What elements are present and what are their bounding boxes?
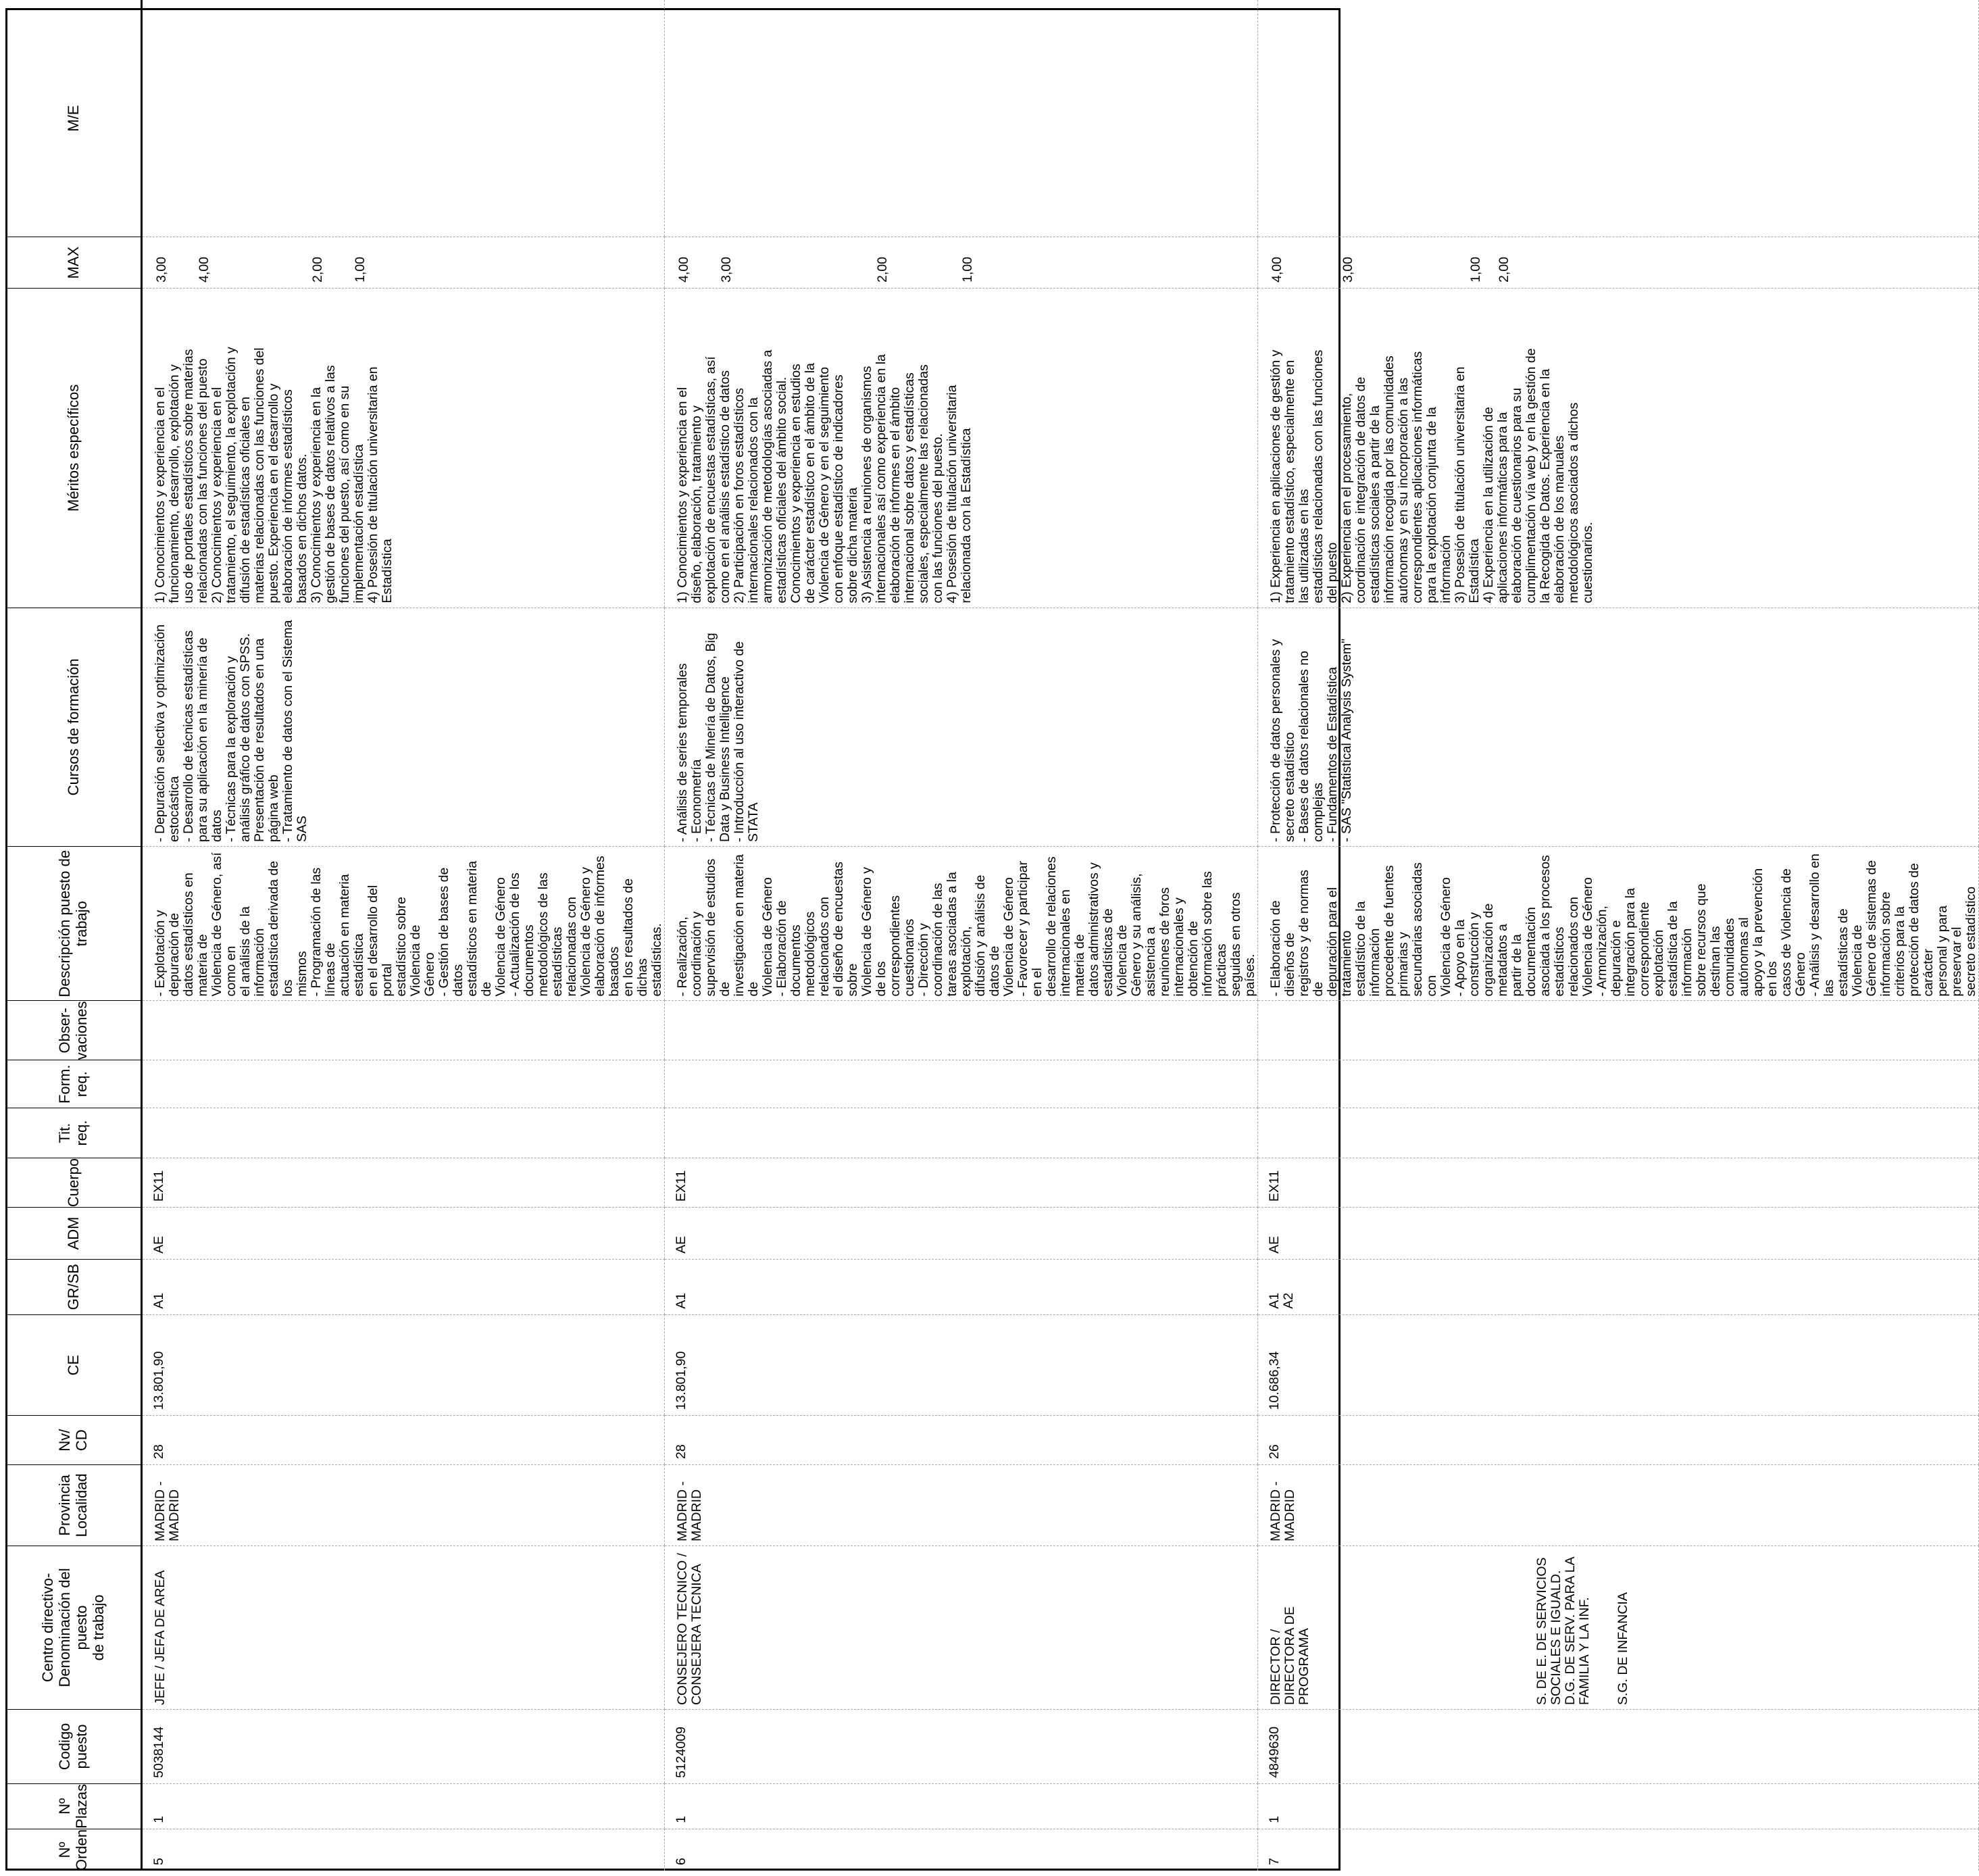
- meritos-text: 1) Conocimientos y experiencia en el diseño, elaboración, tratamiento y explotación de encuestas estadísticas, así como en el análisis estadístico de datos 2) Participación en foros estadísticos internacionales relacionados con la armonización de metodologías asociadas a estadísticas oficiales del ámbito social. Conocimientos y experiencia en estudios de carácter estadístico en el ámbito de la Violencia de Género y en el seguimiento con enfoque estadístico de indicadores sobre dicha materia 3) Asistencia a reuniones de organismos internacionales así como experiencia en la elaboración de informes en el ámbito internacional sobre datos y estadísticas sociales, especialmente las relacionadas con las funciones del puesto. 4) Posesión de titulación universitaria relacionada con la Estadística: [675, 349, 974, 603]
- header-observaciones: Obser- vaciones: [5, 1001, 142, 1060]
- codigo-cell: 5038144: [142, 1710, 665, 1784]
- titulacion-cell: [142, 1108, 665, 1158]
- descripcion-text: - Explotación y depuración de datos estadísticos en materia de Violencia de Género, así como en el análisis de la información estadística derivada de los mismos - Programación de las líneas de actuación en materia estadística en el desarrollo del portal estadístico sobre Violencia de Género - Gestión de bases de datos estadísticos en materia de Violencia de Género - Actualización de los documentos metodológicos de las estadísticas relacionadas con Violencia de Género y elaboración de informes basados en los resultados de dichas estadísticas.: [153, 852, 664, 997]
- cuerpo-cell: EX11: [665, 1158, 1258, 1207]
- header-codigo: Codigo puesto: [5, 1710, 142, 1784]
- centro-text: JEFE / JEFA DE AREA: [153, 1570, 168, 1706]
- formacion-cell: [665, 1060, 1258, 1108]
- centro-cell: [142, 1546, 665, 1709]
- formacion-cell: [1258, 1060, 1979, 1108]
- descripcion-cell: [142, 846, 665, 1001]
- cursos-cell: [665, 608, 1258, 846]
- meritos-cell: [142, 289, 665, 608]
- centro-text: CONSEJERO TECNICO / CONSEJERA TECNICA: [675, 1553, 704, 1706]
- header-orden: Nº Orden: [5, 1829, 142, 1871]
- job-positions-table: [5, 0, 1979, 1871]
- me-cell: [1258, 0, 1979, 237]
- observaciones-cell: [665, 1001, 1258, 1060]
- header-meritos: Méritos específicos: [5, 289, 142, 608]
- provincia-cell: [665, 1465, 1258, 1546]
- header-cursos: Cursos de formación: [5, 608, 142, 846]
- subdireccion-text: S.G. DE INFANCIA: [1615, 1592, 1630, 1706]
- grupo-cell: A1: [665, 1259, 1258, 1314]
- nivel-cell: 26: [1258, 1416, 1979, 1465]
- max-cell: [1258, 237, 1979, 289]
- grupo-cell: A1 A2: [1258, 1259, 1979, 1314]
- meritos-cell: [1258, 289, 1979, 608]
- observaciones-cell: [142, 1001, 665, 1060]
- descripcion-cell: [1258, 846, 1979, 1001]
- plazas-cell: 1: [665, 1783, 1258, 1829]
- centro-cell: [1258, 1546, 1979, 1709]
- codigo-cell: 5124009: [665, 1710, 1258, 1784]
- centro-text: DIRECTOR / DIRECTORA DE PROGRAMA: [1268, 1606, 1311, 1706]
- adm-cell: AE: [1258, 1208, 1979, 1260]
- header-nivel: Nv/ CD: [5, 1416, 142, 1465]
- max-value: 4,00: [676, 257, 691, 283]
- provincia-text: MADRID - MADRID: [675, 1481, 704, 1541]
- formacion-cell: [142, 1060, 665, 1108]
- centro-cell: [665, 1546, 1258, 1709]
- max-value: 1,00: [353, 257, 368, 283]
- me-cell: [142, 0, 665, 237]
- max-value: 1,00: [960, 257, 975, 283]
- header-titulacion: Tit. req.: [5, 1108, 142, 1158]
- descripcion-text: - Elaboración de diseños de registros y de normas de depuración para el tratamiento estadístico de la información procedente de fuentes primarias y secundarias asociadas con Violencia de Género - Apoyo en la construcción y organización de metadatos a partir de la documentación asociada a los procesos estadísticos relacionados con Violencia de Género - Armonización, depuración e integración para la correspondiente explotación estadística de la información sobre recursos que destinan las comunidades autónomas al apoyo y la prevención en los casos de Violencia de Género - Análisis y desarrollo en las estadísticas de Violencia de Género de sistemas de información sobre criterios para la protección de datos de carácter personal y para preservar el secreto estadístico: [1268, 854, 1978, 997]
- meritos-cell: [665, 289, 1258, 608]
- orden-cell: 5: [142, 1829, 665, 1871]
- header-ce: CE: [5, 1314, 142, 1416]
- header-row: [5, 0, 142, 1871]
- meritos-text: 1) Conocimientos y experiencia en el funcionamiento, desarrollo, explotación y uso de portales estadísticos sobre materias relacionadas con las funciones del puesto 2) Conocimientos y experiencia en el tratamiento, el seguimiento, la explotación y difusión de estadísticas oficiales en materias relacionadas con las funciones del puesto. Experiencia en el desarrollo y elaboración de informes estadísticos basados en dichos datos. 3) Conocimientos y experiencia en la gestión de bases de datos relativos a las funciones del puesto, así como en su implementación estadística 4) Posesión de titulación universitaria en Estadística: [153, 347, 395, 603]
- nivel-cell: 28: [142, 1416, 665, 1465]
- max-value: 4,00: [1270, 257, 1284, 283]
- titulacion-cell: [1258, 1108, 1979, 1158]
- cursos-text: - Análisis de series temporales - Econometría - Técnicas de Minería de Datos, Big Data y Business Intelligence - Introducción al uso interactivo de STATA: [675, 633, 761, 842]
- provincia-cell: [142, 1465, 665, 1546]
- ce-cell: 13.801,90: [665, 1314, 1258, 1416]
- plazas-cell: 1: [1258, 1783, 1979, 1829]
- header-adm: ADM: [5, 1208, 142, 1260]
- header-grupo: GR/SB: [5, 1259, 142, 1314]
- max-value: 1,00: [1468, 257, 1483, 283]
- nivel-cell: 28: [665, 1416, 1258, 1465]
- descripcion-text: - Realización, coordinación y supervisión de estudios de investigación en materia de Violencia de Género - Elaboración de documentos metodológicos relacionados con el diseño de encuestas sobre Violencia de Género y de los correspondientes cuestionarios - Dirección y coordinación de las tareas asociadas a la explotación, difusión y análisis de datos de Violencia de Género - Favorecer y participar en el desarrollo de relaciones internacionales en materia de datos administrativos y estadísticas de Violencia de Género y su análisis, asistencia a reuniones de foros internacionales y obtención de información sobre las prácticas seguidas en otros países.: [675, 854, 1257, 997]
- cursos-cell: [1258, 608, 1979, 846]
- orden-cell: 6: [665, 1829, 1258, 1871]
- table-row: [665, 0, 1258, 1871]
- table-row: [1258, 0, 1979, 1871]
- cuerpo-cell: EX11: [142, 1158, 665, 1207]
- max-value: 2,00: [310, 257, 325, 283]
- cursos-text: - Protección de datos personales y secreto estadístico - Bases de datos relacionales no complejas - Fundamentos de Estadística - SAS "Statistical Analysis System": [1268, 638, 1354, 842]
- ce-cell: 10.686,34: [1258, 1314, 1979, 1416]
- header-formacion: Form. req.: [5, 1060, 142, 1108]
- descripcion-cell: [665, 846, 1258, 1001]
- max-value: 4,00: [197, 257, 211, 283]
- max-cell: [142, 237, 665, 289]
- provincia-text: MADRID - MADRID: [153, 1481, 182, 1541]
- grupo-cell: A1: [142, 1259, 665, 1314]
- adm-cell: AE: [665, 1208, 1258, 1260]
- header-provincia: Provincia Localidad: [5, 1465, 142, 1546]
- plazas-cell: 1: [142, 1783, 665, 1829]
- cuerpo-cell: EX11: [1258, 1158, 1979, 1207]
- max-value: 3,00: [1341, 257, 1355, 283]
- header-descripcion: Descripción puesto de trabajo: [5, 846, 142, 1001]
- table-row: [142, 0, 665, 1871]
- codigo-cell: 4849630: [1258, 1710, 1979, 1784]
- ce-cell: 13.801,90: [142, 1314, 665, 1416]
- header-max: MAX: [5, 237, 142, 289]
- max-cell: [665, 237, 1258, 289]
- max-value: 3,00: [154, 257, 169, 283]
- titulacion-cell: [665, 1108, 1258, 1158]
- header-me: M/E: [5, 0, 142, 237]
- centro-directivo-text: S. DE E. DE SERVICIOS SOCIALES E IGUALD. D.G. DE SERV. PARA LA FAMILIA Y LA INF.: [1534, 1556, 1592, 1706]
- observaciones-cell: [1258, 1001, 1979, 1060]
- adm-cell: AE: [142, 1208, 665, 1260]
- cursos-text: - Depuración selectiva y optimización estocástica - Desarrollo de técnicas estadísticas para su aplicación en la minería de datos - Técnicas para la exploración y análisis gráfico de datos con SPSS. Presentación de resultados en una página web - Tratamiento de datos con el Sistema SAS: [153, 620, 309, 842]
- meritos-text: 1) Experiencia en aplicaciones de gestión y tratamiento estadístico, especialmente en las utilizadas en las estadísticas relacionadas con las funciones del puesto 2) Experiencia en el procesamiento, coordinación e integración de datos de estadísticas sociales a partir de la información recogida por las comunidades autónomas y en su incorporación a las correspondientes aplicaciones informáticas para la explotación conjunta de la información 3) Posesión de titulación universitaria en Estadística 4) Experiencia en la utilización de aplicaciones informáticas para la elaboración de cuestionarios para su cumplimentación vía web y en la gestión de la Recogida de Datos. Experiencia en la elaboración de los manuales metodológicos asociados a dichos cuestionarios.: [1268, 348, 1595, 603]
- max-value: 2,00: [875, 257, 890, 283]
- header-plazas: Nº Plazas: [5, 1783, 142, 1829]
- me-cell: [665, 0, 1258, 237]
- provincia-text: MADRID - MADRID: [1268, 1481, 1297, 1541]
- max-value: 2,00: [1497, 257, 1511, 283]
- header-centro: Centro directivo- Denominación del puesto de trabajo: [5, 1546, 142, 1709]
- orden-cell: 7: [1258, 1829, 1979, 1871]
- cursos-cell: [142, 608, 665, 846]
- header-cuerpo: Cuerpo: [5, 1158, 142, 1207]
- max-value: 3,00: [719, 257, 734, 283]
